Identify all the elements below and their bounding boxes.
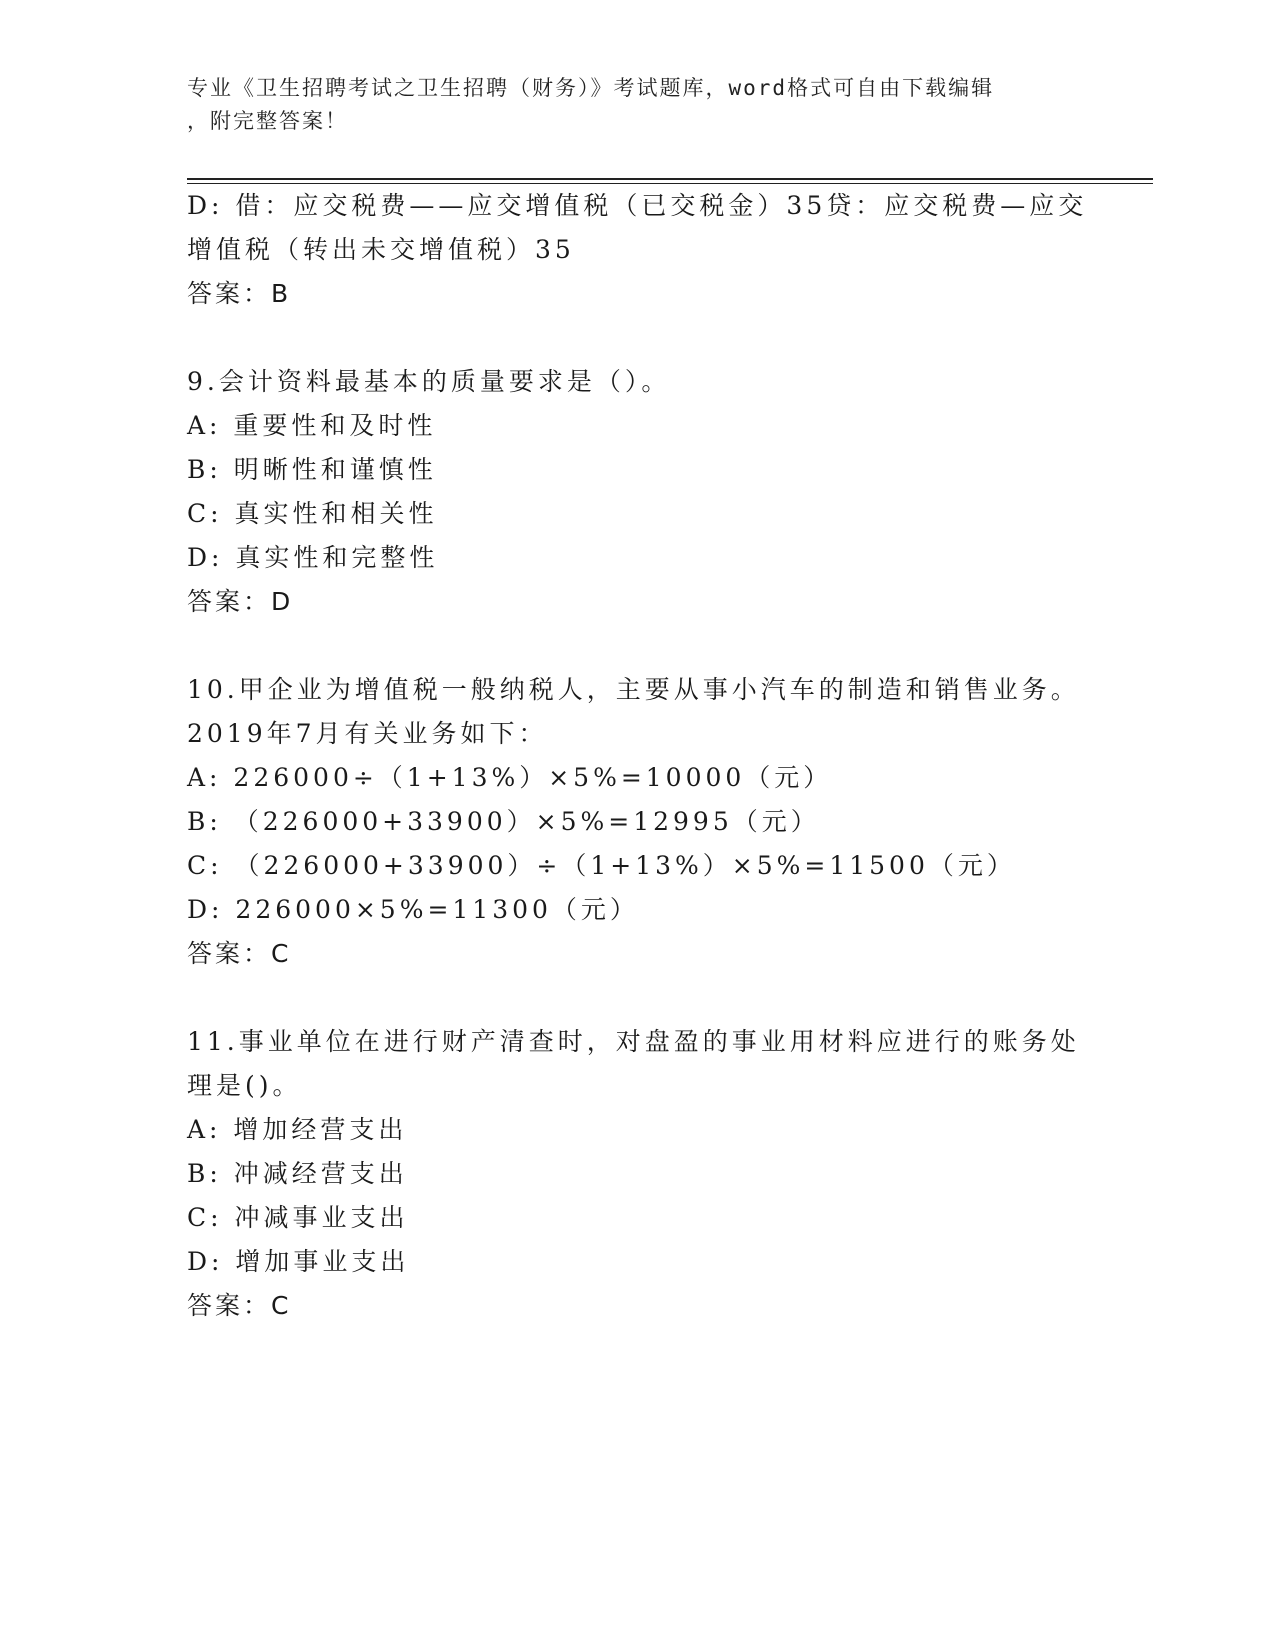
header-line-1: 专业《卫生招聘考试之卫生招聘（财务）》考试题库，word格式可自由下载编辑: [187, 76, 995, 100]
q8-answer: 答案：B: [187, 279, 292, 308]
header-divider-thick: [187, 178, 1153, 180]
q10-option-b: B: （226000+33900）×5%=12995（元）: [187, 807, 820, 836]
q9-option-b: B: 明晰性和谨慎性: [187, 455, 437, 484]
document-header: [187, 72, 1087, 138]
q9-stem: 9.会计资料最基本的质量要求是（）。: [187, 367, 671, 396]
q11-stem-line-1: 11.事业单位在进行财产清查时，对盘盈的事业用材料应进行的账务处: [187, 1027, 1080, 1056]
q11-option-b: B: 冲减经营支出: [187, 1159, 408, 1188]
q11-option-d: D: 增加事业支出: [187, 1247, 410, 1276]
q11-option-a: A: 增加经营支出: [187, 1115, 408, 1144]
q8-option-d-line-1: D: 借：应交税费——应交增值税（已交税金）35贷：应交税费—应交: [187, 191, 1088, 220]
q11-stem-line-2: 理是()。: [187, 1071, 302, 1100]
q11-option-c: C: 冲减事业支出: [187, 1203, 409, 1232]
q9-option-c: C: 真实性和相关性: [187, 499, 438, 528]
q10-stem-line-1: 10.甲企业为增值税一般纳税人，主要从事小汽车的制造和销售业务。: [187, 675, 1080, 704]
header-divider-thin: [187, 183, 1153, 184]
q11-answer: 答案：C: [187, 1291, 292, 1320]
q10-stem-line-2: 2019年7月有关业务如下：: [187, 719, 548, 748]
q10-answer: 答案：C: [187, 939, 292, 968]
q10-option-d: D: 226000×5%=11300（元）: [187, 895, 639, 924]
q10-option-a: A: 226000÷（1+13%）×5%=10000（元）: [187, 763, 833, 792]
q10-option-c: C: （226000+33900）÷（1+13%）×5%=11500（元）: [187, 851, 1016, 880]
q9-option-a: A: 重要性和及时性: [187, 411, 437, 440]
q8-option-d-line-2: 增值税（转出未交增值税）35: [187, 235, 575, 264]
header-line-2: ，附完整答案！: [187, 109, 348, 133]
q9-option-d: D: 真实性和完整性: [187, 543, 439, 572]
q9-answer: 答案：D: [187, 587, 294, 616]
